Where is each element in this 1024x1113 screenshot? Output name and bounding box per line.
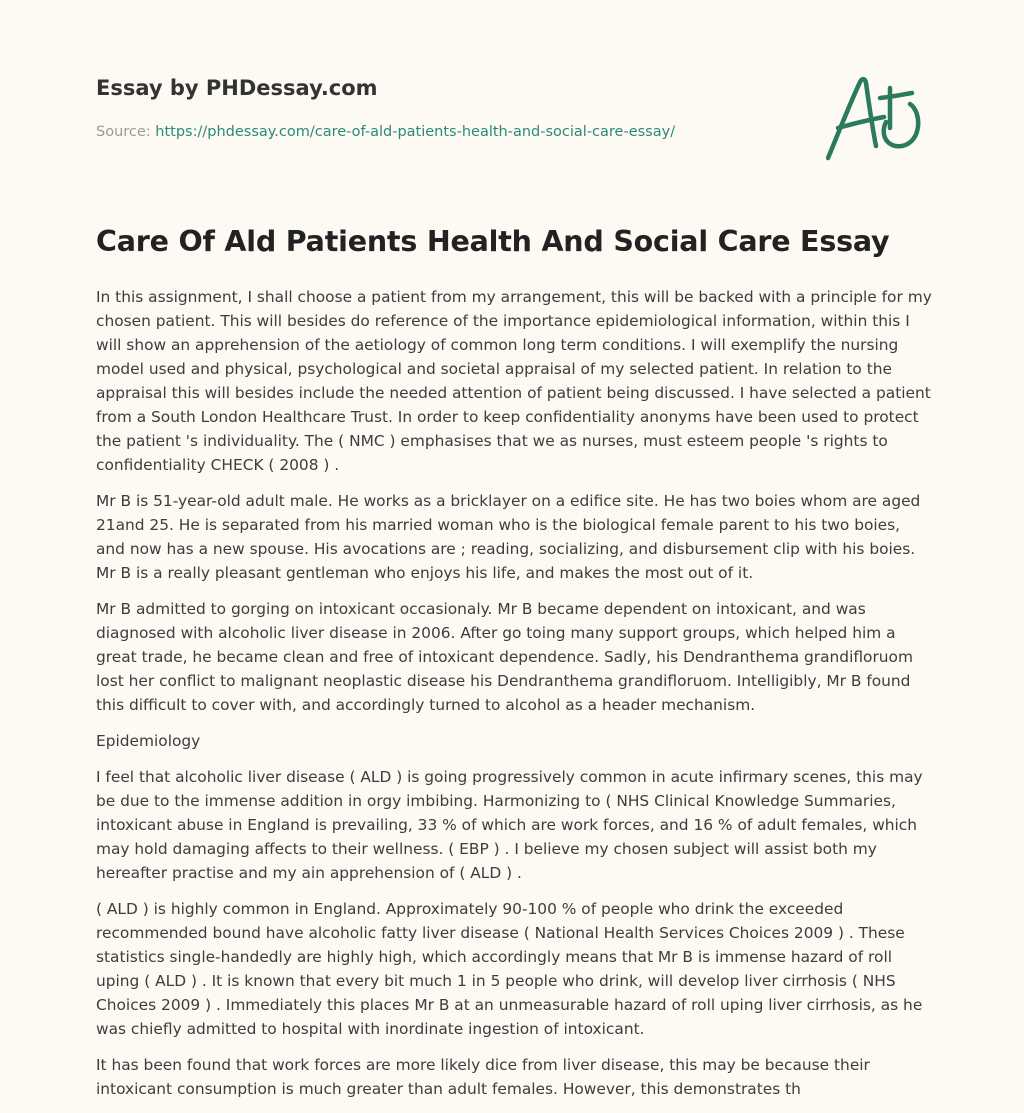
source-link[interactable]: https://phdessay.com/care-of-ald-patients-health-and-social-care-essay/ bbox=[155, 124, 676, 140]
source-line bbox=[96, 124, 675, 140]
essay-title: Care Of Ald Patients Health And Social Care Essay bbox=[96, 225, 890, 258]
paragraph: I feel that alcoholic liver disease ( ALD ) is going progressively common in acute infirmary scenes, this may be due to the immense addition in orgy imbibing. Harmonizing to ( NHS Clinical Knowledge Summaries, intoxicant abuse in England is prevailing, 33 % of which are work forces, and 16 % of adult females, which may hold damaging affects to their wellness. ( EBP ) . I believe my chosen subject will assist both my hereafter practise and my ain apprehension of ( ALD ) . bbox=[96, 768, 923, 882]
paragraph: ( ALD ) is highly common in England. Approximately 90-100 % of people who drink the exceeded recommended bound have alcoholic fatty liver disease ( National Health Services Choices 2009 ) . These statistics single-handedly are highly high, which accordingly means that Mr B is immense hazard of roll uping ( ALD ) . It is known that every bit much 1 in 5 people who drink, will develop liver cirrhosis ( NHS Choices 2009 ) . Immediately this places Mr B at an unmeasurable hazard of roll uping liver cirrhosis, as he was chiefly admitted to hospital with inordinate ingestion of intoxicant. bbox=[96, 900, 923, 1038]
paragraph: Mr B admitted to gorging on intoxicant occasionaly. Mr B became dependent on intoxicant, and was diagnosed with alcoholic liver disease in 2006. After go toing many support groups, which helped him a great trade, he became clean and free of intoxicant dependence. Sadly, his Dendranthema grandifloruom lost her conflict to malignant neoplastic disease his Dendranthema grandifloruom. Intelligibly, Mr B found this difficult to cover with, and accordingly turned to alcohol as a header mechanism. bbox=[96, 600, 913, 714]
site-brand: Essay by PHDessay.com bbox=[96, 76, 378, 100]
section-heading: Epidemiology bbox=[96, 732, 201, 750]
source-label: Source: bbox=[96, 124, 151, 140]
paragraph: In this assignment, I shall choose a patient from my arrangement, this will be backed with a principle for my chosen patient. This will besides do reference of the importance epidemiological information, within this I will show an apprehension of the aetiology of common long term conditions. I will exemplify the nursing model used and physical, psychological and societal appraisal of my selected patient. In relation to the appraisal this will besides include the needed attention of patient being discussed. I have selected a patient from a South London Healthcare Trust. In order to keep confidentiality anonyms have been used to protect the patient 's individuality. The ( NMC ) emphasises that we as nurses, must esteem people 's rights to confidentiality CHECK ( 2008 ) . bbox=[96, 288, 932, 474]
paragraph: Mr B is 51-year-old adult male. He works as a bricklayer on a edifice site. He has two boies whom are aged 21and 25. He is separated from his married woman who is the biological female parent to his two boies, and now has a new spouse. His avocations are ; reading, socializing, and disbursement clip with his boies. Mr B is a really pleasant gentleman who enjoys his life, and makes the most out of it. bbox=[96, 492, 921, 582]
essay-body bbox=[96, 285, 932, 1113]
a-plus-logo-icon bbox=[826, 68, 928, 164]
paragraph: It has been found that work forces are more likely dice from liver disease, this may be because their intoxicant consumption is much greater than adult females. However, this demonstrates th bbox=[96, 1056, 870, 1098]
